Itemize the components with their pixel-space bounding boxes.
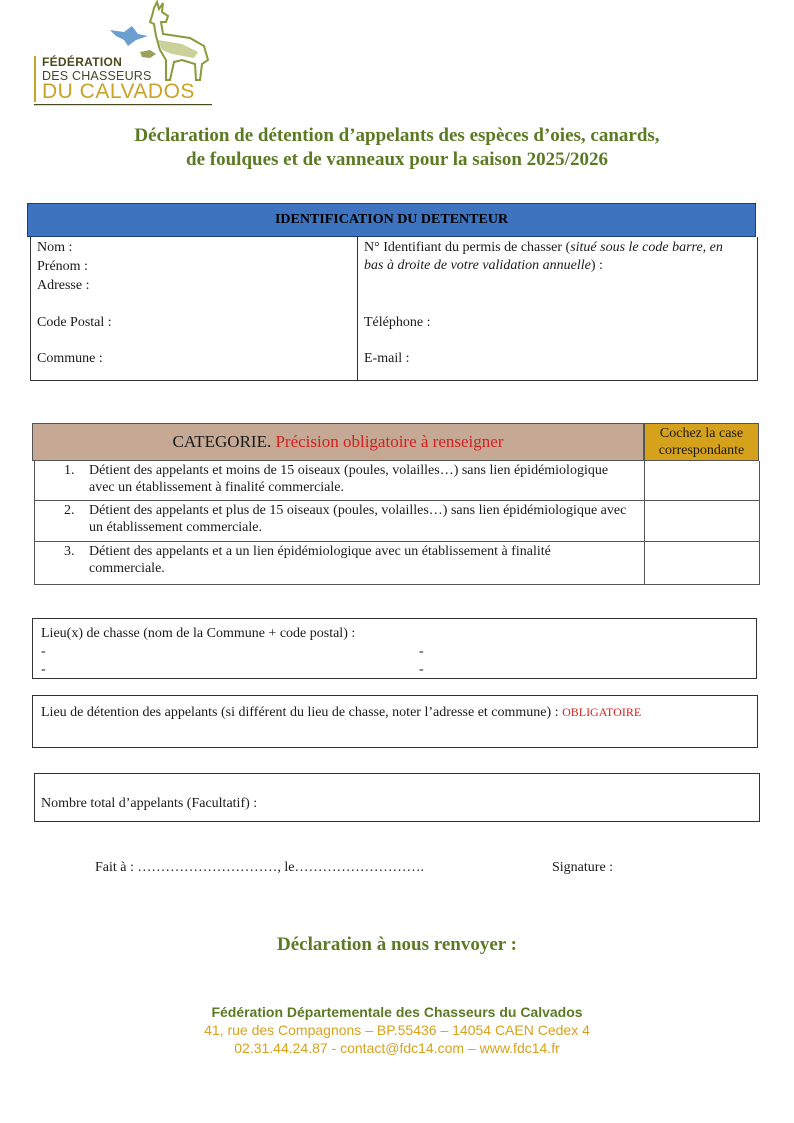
identification-divider — [357, 237, 358, 380]
email-field[interactable]: E-mail : — [364, 351, 410, 366]
document-title-line1: Déclaration de détention d’appelants des espèces d’oies, canards, — [134, 125, 660, 146]
prenom-field[interactable]: Prénom : — [37, 259, 88, 274]
organisation-contact[interactable]: 02.31.44.24.87 - contact@fdc14.com – www.fdc14.fr — [234, 1040, 560, 1056]
adresse-field[interactable]: Adresse : — [37, 278, 90, 293]
document-title-line2: de foulques et de vanneaux pour la saison 2025/2026 — [186, 149, 608, 170]
categorie-row-number: 3. — [64, 544, 75, 559]
commune-field[interactable]: Commune : — [37, 351, 103, 366]
logo-text-du-calvados: DU CALVADOS — [42, 80, 195, 103]
categorie-row-3 — [34, 542, 645, 585]
categorie-header — [32, 423, 644, 461]
nombre-appelants-label: Nombre total d’appelants (Facultatif) : — [41, 796, 258, 811]
logo-text-des-chasseurs: DES CHASSEURS — [42, 69, 152, 83]
check-column-header: Cochez la case correspondante — [644, 423, 759, 461]
permis-hint: situé sous le code barre, en bas à droite de votre validation annuelle — [364, 240, 723, 273]
organisation-address: 41, rue des Compagnons – BP.55436 – 14054 CAEN Cedex 4 — [204, 1022, 590, 1038]
lieu-chasse-dash: - — [41, 662, 46, 677]
categorie-row-text: Détient des appelants et a un lien épidémiologique avec un établissement à finalité commerciale. — [89, 544, 551, 576]
permis-field[interactable] — [364, 239, 734, 275]
categorie-checkbox-1[interactable] — [644, 461, 760, 501]
categorie-checkbox-3[interactable] — [644, 542, 760, 585]
lieu-detention-label — [41, 703, 751, 722]
categorie-row-2 — [34, 501, 645, 542]
categorie-required: Précision obligatoire à renseigner — [275, 432, 504, 451]
permis-label-end: ) : — [590, 258, 603, 273]
fait-a-line[interactable]: Fait à : …………………………, le………………………. — [95, 860, 424, 875]
nombre-appelants-box[interactable] — [34, 773, 760, 822]
lieu-chasse-box[interactable] — [32, 618, 757, 679]
lieu-chasse-label: Lieu(x) de chasse (nom de la Commune + code postal) : — [41, 626, 356, 641]
nom-field[interactable]: Nom : — [37, 240, 73, 255]
categorie-row-1 — [34, 461, 645, 501]
permis-label: N° Identifiant du permis de chasser ( — [364, 240, 571, 255]
categorie-row-text: Détient des appelants et moins de 15 oiseaux (poules, volailles…) sans lien épidémiologique avec un établissement à finalité commerciale. — [89, 463, 609, 495]
identification-header: IDENTIFICATION DU DETENTEUR — [27, 203, 756, 237]
lieu-chasse-dash: - — [419, 662, 424, 677]
telephone-field[interactable]: Téléphone : — [364, 315, 431, 330]
lieu-detention-text: Lieu de détention des appelants (si différent du lieu de chasse, noter l’adresse et commune) : — [41, 705, 559, 720]
categorie-row-number: 1. — [64, 463, 75, 478]
lieu-detention-box[interactable] — [32, 695, 758, 748]
lieu-chasse-dash: - — [41, 644, 46, 659]
organisation-name: Fédération Départementale des Chasseurs du Calvados — [211, 1004, 583, 1020]
signature-label: Signature : — [552, 860, 614, 875]
lieu-detention-required: OBLIGATOIRE — [562, 705, 642, 719]
categorie-row-text: Détient des appelants et plus de 15 oiseaux (poules, volailles…) sans lien épidémiologique avec un établissement commerciale. — [89, 503, 627, 535]
lieu-chasse-dash: - — [419, 644, 424, 659]
categorie-label: CATEGORIE. — [172, 432, 272, 451]
categorie-checkbox-2[interactable] — [644, 501, 760, 542]
logo-text-federation: FÉDÉRATION — [42, 55, 123, 69]
renvoi-title: Déclaration à nous renvoyer : — [277, 934, 517, 955]
code-postal-field[interactable]: Code Postal : — [37, 315, 112, 330]
categorie-row-number: 2. — [64, 503, 75, 518]
